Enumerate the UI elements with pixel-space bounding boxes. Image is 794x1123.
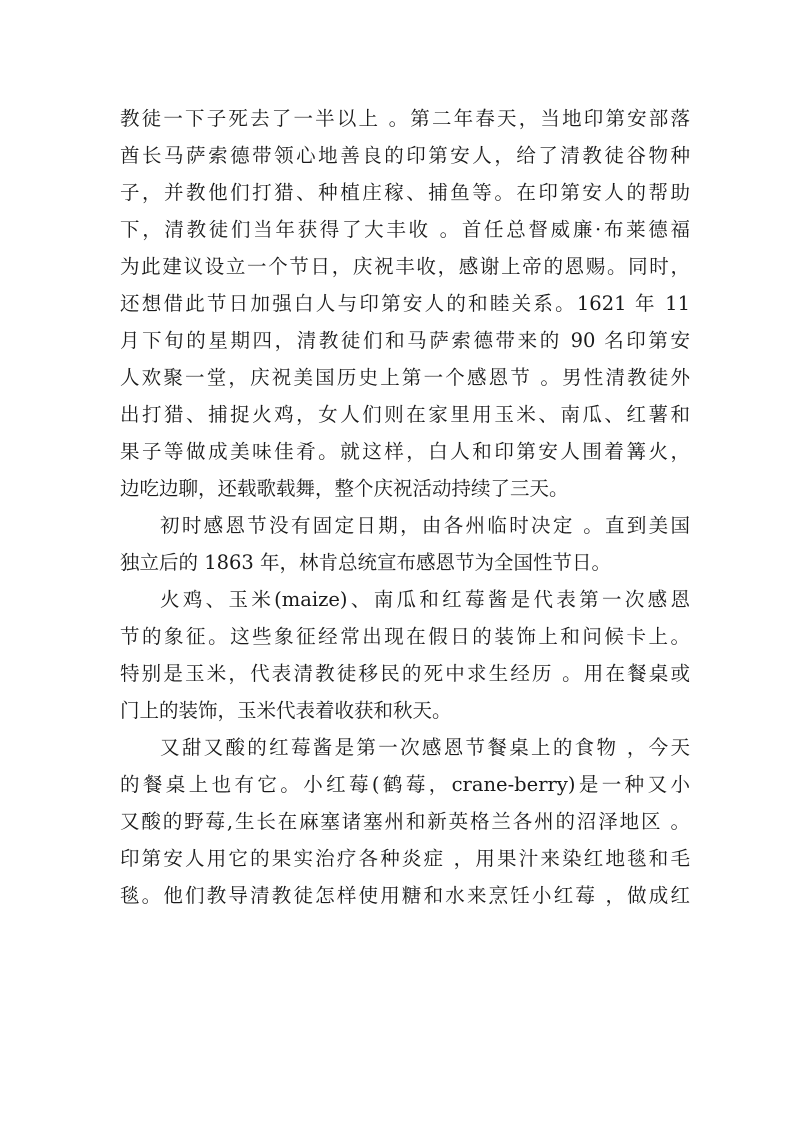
text-line: 特别是玉米，代表清教徒移民的死中求生经历 。用在餐桌或 (120, 662, 690, 685)
text-line: 酋长马萨索德带领心地善良的印第安人，给了清教徒谷物种 (120, 144, 690, 167)
text-line: 节的象征。这些象征经常出现在假日的装饰上和问候卡上。 (120, 625, 690, 648)
body-text (120, 100, 690, 914)
text-line: 的餐桌上也有它。小红莓(鹤莓，crane-berry)是一种又小 (120, 773, 690, 796)
paragraph-first-line: 火鸡、玉米(maize)、南瓜和红莓酱是代表第一次感恩 (160, 588, 690, 611)
paragraph-first-line: 初时感恩节没有固定日期，由各州临时决定 。直到美国 (160, 514, 690, 537)
text-line: 还想借此节日加强白人与印第安人的和睦关系。1621 年 11 (120, 292, 690, 315)
text-line: 子，并教他们打猎、种植庄稼、捕鱼等。在印第安人的帮助 (120, 181, 690, 204)
text-line: 门上的装饰，玉米代表着收获和秋天。 (120, 699, 452, 722)
text-line: 人欢聚一堂，庆祝美国历史上第一个感恩节 。男性清教徒外 (120, 366, 690, 389)
text-line: 为此建议设立一个节日，庆祝丰收，感谢上帝的恩赐。同时， (120, 255, 690, 278)
text-line: 下，清教徒们当年获得了大丰收 。首任总督威廉·布莱德福 (120, 218, 690, 241)
text-line: 果子等做成美味佳肴。就这样，白人和印第安人围着篝火， (120, 440, 690, 463)
text-line: 印第安人用它的果实治疗各种炎症 ，用果汁来染红地毯和毛 (120, 847, 690, 870)
text-line: 边吃边聊，还载歌载舞，整个庆祝活动持续了三天。 (120, 477, 569, 500)
text-line: 教徒一下子死去了一半以上 。第二年春天，当地印第安部落 (120, 107, 690, 130)
text-line: 月下旬的星期四，清教徒们和马萨索德带来的 90 名印第安 (120, 329, 690, 352)
text-line: 出打猎、捕捉火鸡，女人们则在家里用玉米、南瓜、红薯和 (120, 403, 690, 426)
paragraph-first-line: 又甜又酸的红莓酱是第一次感恩节餐桌上的食物 ，今天 (160, 736, 690, 759)
text-line: 独立后的 1863 年，林肯总统宣布感恩节为全国性节日。 (120, 551, 612, 574)
text-line: 又酸的野莓,生长在麻塞诸塞州和新英格兰各州的沼泽地区 。 (120, 810, 690, 833)
text-line: 毯。他们教导清教徒怎样使用糖和水来烹饪小红莓 ，做成红 (120, 884, 690, 907)
